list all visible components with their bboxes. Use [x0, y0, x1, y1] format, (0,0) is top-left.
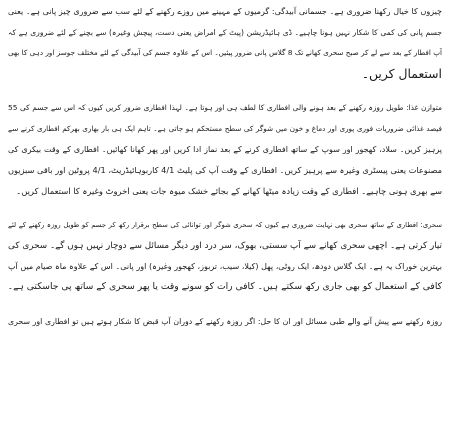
text-line: مصنوعات یعنی پیسٹری وغیرہ سے پرہیز کریں۔ افطاری کے وقت آپ کی پلیٹ 4/1 کاربوہائیڈریٹ، 4/1 پروٹین اور باقی سبزیوں [8, 165, 442, 176]
text-line: استعمال کریں۔ [361, 65, 442, 81]
text-line: فیصد غذائی ضروریات فوری پوری اور دماغ و خون میں شوگر کی سطح مستحکم ہو جاتی ہے۔ تاہم ایک ہی بار بھاری بھرکم افطاری کرنے سے [8, 123, 442, 133]
balanced-diet-paragraph [8, 98, 442, 201]
text-line: چیزوں کا خیال رکھنا ضروری ہے۔ جسمانی آبیدگی: گرمیوں کے مہینے میں روزے رکھنے کے لئے سب سے ضروری چیز پانی ہے۔ یعنی [8, 7, 442, 16]
medical-issues-paragraph [8, 312, 442, 333]
text-line: روزہ رکھنے سے پیش آنے والے طبی مسائل اور ان کا حل: اگر روزہ رکھنے کے دوران آپ قبض کا شکار ہوتے ہیں تو افطاری اور سحری [8, 316, 442, 326]
text-line: متوازن غذا: طویل روزہ رکھنے کے بعد ہونے والی افطاری کا لطف ہی اور ہوتا ہے۔ لہذا افطاری ضرور کریں کیوں کہ اس سے جسم کی 55 [8, 103, 442, 113]
text-line: کافی کے استعمال کو بھی جاری رکھ سکتے ہیں۔ کافی رات کو سونے وقت یا پھر سحری کے ساتھ پی جاسکتی ہے۔ [8, 281, 442, 293]
text-line: سحری: افطاری کے ساتھ سحری بھی نہایت ضروری ہے کیوں کہ سحری شوگر اور توانائی کی سطح برقرار رکھ کر جسم کو طویل روزہ رکھنے کے لئے [8, 221, 442, 230]
hydration-paragraph [8, 2, 442, 84]
text-line: آپ افطار کے بعد سے لے کر صبح سحری کھانے تک 8 گلاس پانی ضرور پیئیں۔ اس کے علاوہ جسم کی آبیدگی کے لئے مختلف جوسز اور دہی کا بھی [8, 48, 442, 58]
text-line: جسم پانی کی کمی کا شکار نہیں ہونا چاہیے۔ ڈی ہائیڈریشن (پیٹ کے امراض یعنی دست، پیچش وغیرہ) سے بچنے کے لئے ضروری ہے کہ [8, 27, 442, 37]
text-line: سے بھری ہونی چاہیے۔ افطاری کے وقت زیادہ میٹھا کھانے کے بجائے خشک میوہ جات یعنی اخروٹ وغیرہ کا استعمال کریں۔ [16, 185, 442, 196]
text-line: پرہیز کریں۔ سلاد، کھجور اور سوپ کے ساتھ افطاری کرنے کے بعد نماز ادا کریں اور پھر کھانا کھائیں۔ افطاری کے وقت بیکری کی [8, 144, 442, 154]
sehri-paragraph [8, 215, 442, 297]
text-line: بہترین خوراک یہ ہے۔ ایک گلاس دودھ، ایک روٹی، پھل (کیلا، سیب، تربوز، کھجور وغیرہ) اور پانی۔ اس کے علاوہ ماہ صیام میں آپ [8, 261, 442, 271]
text-line: تیار کرتی ہے۔ اچھی سحری کھانے سے آپ سستی، بھوک، سر درد اور دیگر مسائل سے دوچار نہیں ہوں گے۔ سحری کی [8, 240, 442, 251]
